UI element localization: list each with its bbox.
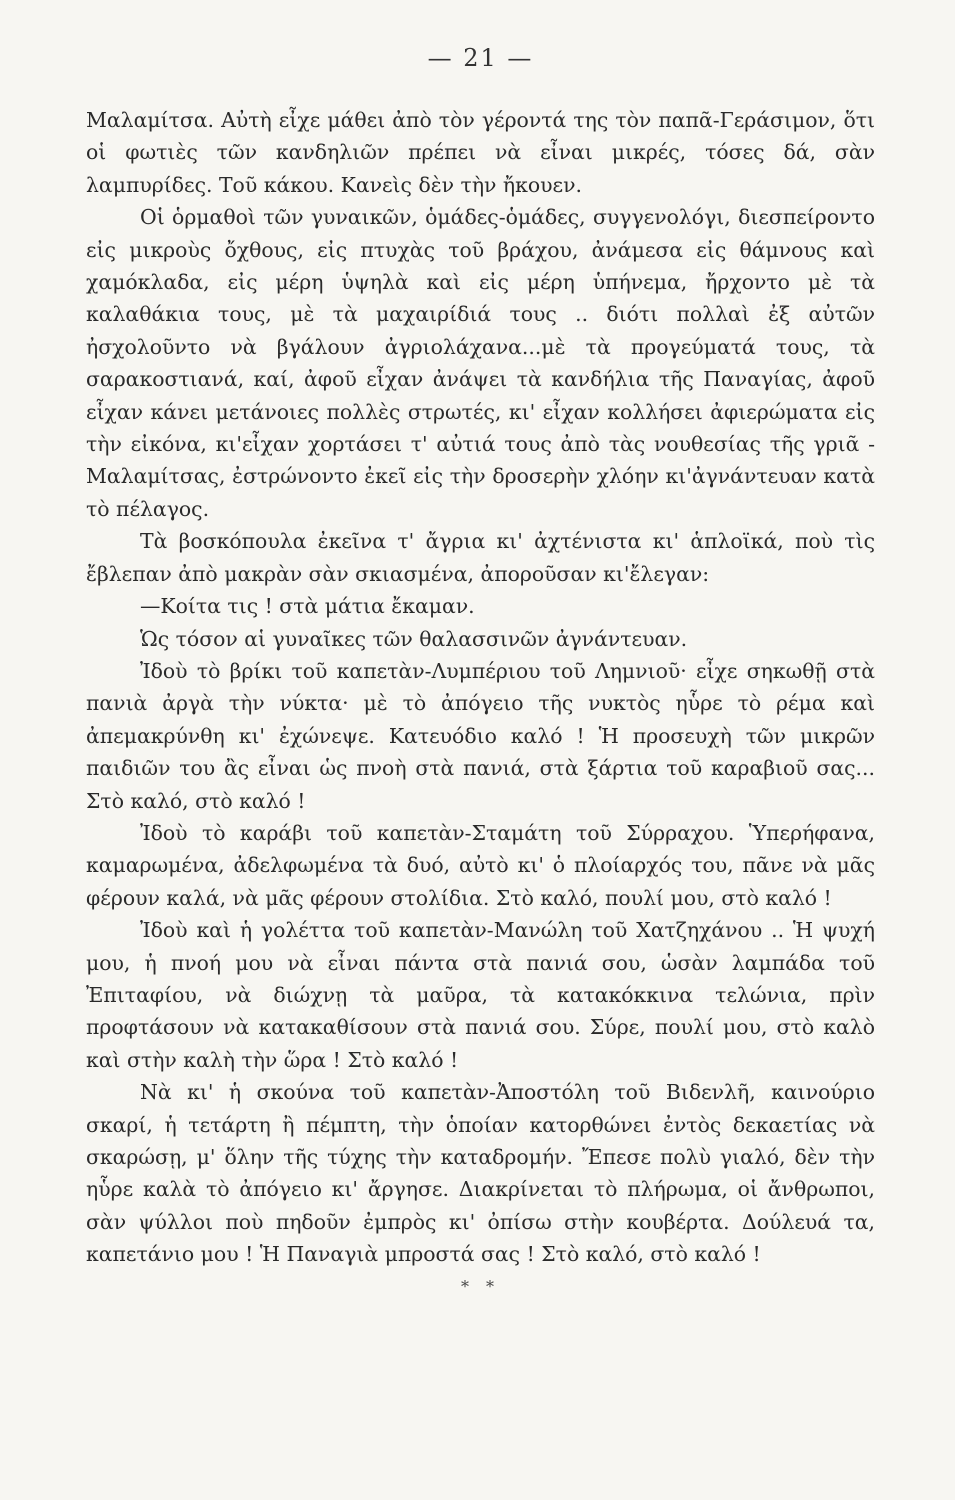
paragraph: Τὰ βοσκόπουλα ἐκεῖνα τ' ἄγρια κι' ἀχτένιστα κι' ἁπλοϊκά, ποὺ τὶς ἔβλεπαν ἀπὸ μακρὰν σὰν σκιασμένα, ἀποροῦσαν κι'ἔλεγαν: [86, 529, 875, 586]
paragraph: Ἰδοὺ τὸ βρίκι τοῦ καπετὰν-Λυμπέριου τοῦ Λημνιοῦ· εἶχε σηκωθῇ στὰ πανιὰ ἀργὰ τὴν νύκτα· μὲ τὸ ἀπόγειο τῆς νυκτὸς ηὗρε τὸ ρέμα καὶ ἀπεμακρύνθη κι' ἐχώνεψε. Κατευόδιο καλό ! Ἡ προσευχὴ τῶν μικρῶν παιδιῶν του ἂς εἶναι ὡς πνοὴ στὰ πανιά, στὰ ξάρτια τοῦ καραβιοῦ σας... Στὸ καλό, στὸ καλό ! [86, 658, 875, 813]
paragraph: Μαλαμίτσα. Αὐτὴ εἶχε μάθει ἀπὸ τὸν γέροντά της τὸν παπᾶ-Γεράσιμον, ὅτι οἱ φωτιὲς τῶν κανδηλιῶν πρέπει νὰ εἶναι μικρές, τόσες δά, σὰν λαμπυρίδες. Τοῦ κάκου. Κανεὶς δὲν τὴν ἤκουεν. [86, 108, 875, 197]
paragraph: Ἰδοὺ καὶ ἡ γολέττα τοῦ καπετὰν-Μανώλη τοῦ Χατζηχάνου .. Ἡ ψυχή μου, ἡ πνοή μου νὰ εἶναι πάντα στὰ πανιά σου, ὡσὰν λαμπάδα τοῦ Ἐπιταφίου, νὰ διώχνῃ τὰ μαῦρα, τὰ κατακόκκινα τελώνια, πρὶν προφτάσουν νὰ κατακαθίσουν στὰ πανιά σου. Σύρε, πουλί μου, στὸ καλὸ καὶ στὴν καλὴ τὴν ὥρα ! Στὸ καλό ! [86, 918, 875, 1072]
paragraph: Ἰδοὺ τὸ καράβι τοῦ καπετὰν-Σταμάτη τοῦ Σύρραχου. Ὑπερήφανα, καμαρωμένα, ἀδελφωμένα τὰ δυό, αὐτὸ κι' ὁ πλοίαρχός του, πᾶνε νὰ μᾶς φέρουν καλά, νὰ μᾶς φέρουν στολίδια. Στὸ καλό, πουλί μου, στὸ καλό ! [86, 820, 875, 910]
page-body [86, 104, 875, 1271]
page-number: — 21 — [427, 44, 534, 72]
paragraph: Οἱ ὁρμαθοὶ τῶν γυναικῶν, ὁμάδες-ὁμάδες, συγγενολόγι, διεσπείροντο εἰς μικροὺς ὄχθους, εἰς πτυχὰς τοῦ βράχου, ἀνάμεσα εἰς θάμνους καὶ χαμόκλαδα, εἰς μέρη ὑψηλὰ καὶ εἰς μέρη ὑπήνεμα, ἤρχοντο μὲ τὰ καλαθάκια τους, μὲ τὰ μαχαιρίδιά τους .. διότι πολλαὶ ἐξ αὐτῶν ἠσχολοῦντο νὰ βγάλουν ἀγριολάχανα...μὲ τὰ προγεύματά τους, τὰ σαρακοστιανά, καί, ἀφοῦ εἶχαν ἀνάψει τὰ κανδήλια τῆς Παναγίας, ἀφοῦ εἶχαν κάνει μετάνοιες πολλὲς στρωτές, κι' εἶχαν κολλήσει ἀφιερώματα εἰς τὴν εἰκόνα, κι'εἶχαν χορτάσει τ' αὐτιά τους ἀπὸ τὰς νουθεσίας τῆς γριᾶ - Μαλαμίτσας, ἐστρώνοντο ἐκεῖ εἰς τὴν δροσερὴν χλόην κι'ἀγνάντευαν κατὰ τὸ πέλαγος. [86, 205, 875, 521]
paragraph: —Κοίτα τις ! στὰ μάτια ἔκαμαν. [140, 594, 475, 619]
paragraph: Νὰ κι' ἡ σκούνα τοῦ καπετὰν-Ἀποστόλη τοῦ Βιδενλῆ, καινούριο σκαρί, ἡ τετάρτη ἢ πέμπτη, τὴν ὁποίαν κατορθώνει ἐντὸς δεκαετίας νὰ σκαρώσῃ, μ' ὅλην τῆς τύχης τὴν καταδρομήν. Ἔπεσε πολὺ γιαλό, δὲν τὴν ηὗρε καλὰ τὸ ἀπόγειο κι' ἄργησε. Διακρίνεται τὸ πλήρωμα, οἱ ἄνθρωποι, σὰν ψύλλοι ποὺ πηδοῦν ἐμπρὸς κι' ὀπίσω στὴν κουβέρτα. Δούλευά τα, καπετάνιο μου ! Ἡ Παναγιὰ μπροστά σας ! Στὸ καλό, στὸ καλό ! [86, 1080, 875, 1267]
section-separator: * * [460, 1276, 501, 1296]
paragraph: Ὡς τόσον αἱ γυναῖκες τῶν θαλασσινῶν ἀγνάντευαν. [140, 626, 688, 651]
